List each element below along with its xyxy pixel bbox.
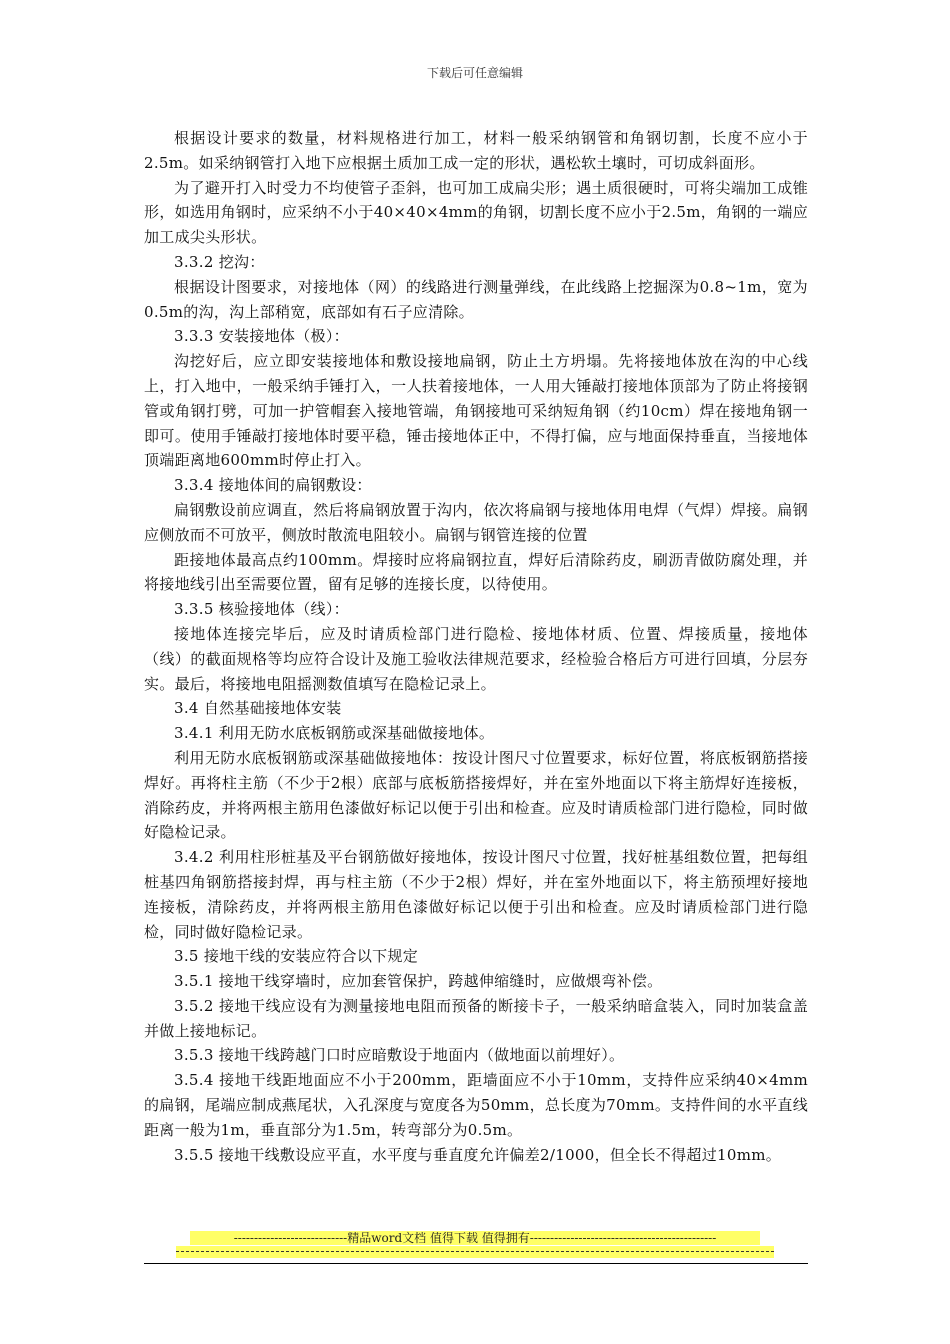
paragraph-3-5-2: 3.5.2 接地干线应设有为测量接地电阻而预备的断接卡子，一般采纳暗盒装入，同时加装盒盖并做上接地标记。 bbox=[144, 996, 808, 1040]
footer-dash-band bbox=[176, 1246, 774, 1258]
paragraph-inspection: 接地体连接完毕后，应及时请质检部门进行隐检、接地体材质、位置、焊接质量，接地体（线）的截面规格等均应符合设计及施工验收法律规范要求，经检验合格后方可进行回填，分层夯实。最后，将接地电阻摇测数值填写在隐检记录上。 bbox=[144, 624, 808, 693]
paragraph-3-5-4: 3.5.4 接地干线距地面应不小于200mm，距墙面应不小于10mm，支持件应采纳40×4mm的扁钢，尾端应制成燕尾状，入孔深度与宽度各为50mm，总长度为70mm。支持件间的水平直线距离一般为1m，垂直部分为1.5m，转弯部分为0.5m。 bbox=[144, 1071, 808, 1139]
heading-3-3-3: 3.3.3 安装接地体（极）： bbox=[174, 327, 349, 346]
paragraph-flat-steel-laying: 扁钢敷设前应调直，然后将扁钢放置于沟内，依次将扁钢与接地体用电焊（气焊）焊接。扁钢应侧放而不可放平，侧放时散流电阻较小。扁钢与钢管连接的位置 bbox=[144, 500, 808, 544]
page-header: 下载后可任意编辑 bbox=[426, 66, 523, 80]
document-body bbox=[144, 126, 808, 1167]
heading-3-5: 3.5 接地干线的安装应符合以下规定 bbox=[174, 947, 419, 966]
heading-3-3-2: 3.3.2 挖沟： bbox=[174, 252, 265, 271]
footer-dash-line bbox=[176, 1251, 774, 1252]
paragraph-3-4-2: 3.4.2 利用柱形桩基及平台钢筋做好接地体，按设计图尺寸位置，找好桩基组数位置，把每组桩基四角钢筋搭接封焊，再与柱主筋（不少于2根）焊好，并在室外地面以下，将主筋预埋好接地连接板，清除药皮，并将两根主筋用色漆做好标记以便于引出和检查。应及时请质检部门进行隐检，同时做好隐检记录。 bbox=[144, 848, 808, 941]
footer-banner: ----------------------------精品word文档 值得下载 值得拥有---------------------------------------------- bbox=[190, 1231, 760, 1245]
paragraph-material-processing: 根据设计要求的数量，材料规格进行加工，材料一般采纳钢管和角钢切割，长度不应小于2.5m。如采纳钢管打入地下应根据土质加工成一定的形状，遇松软土壤时，可切成斜面形。 bbox=[144, 129, 808, 172]
paragraph-flat-steel-welding: 距接地体最高点约100mm。焊接时应将扁钢拉直，焊好后清除药皮，刷沥青做防腐处理，并将接地线引出至需要位置，留有足够的连接长度，以待使用。 bbox=[144, 550, 808, 594]
paragraph-3-5-3: 3.5.3 接地干线跨越门口时应暗敷设于地面内（做地面以前埋好）。 bbox=[174, 1046, 625, 1065]
paragraph-3-5-5: 3.5.5 接地干线敷设应平直，水平度与垂直度允许偏差2/1000，但全长不得超过10mm。 bbox=[174, 1145, 782, 1164]
paragraph-raft-rebar: 利用无防水底板钢筋或深基础做接地体：按设计图尺寸位置要求，标好位置，将底板钢筋搭接焊好。再将柱主筋（不少于2根）底部与底板筋搭接焊好，并在室外地面以下将主筋焊好连接板，消除药皮，并将两根主筋用色漆做好标记以便于引出和检查。应及时请质检部门进行隐检，同时做好隐检记录。 bbox=[144, 748, 808, 842]
paragraph-install-electrode: 沟挖好后，应立即安装接地体和敷设接地扁钢，防止土方坍塌。先将接地体放在沟的中心线上，打入地中，一般采纳手锤打入，一人扶着接地体，一人用大锤敲打接地体顶部为了防止将接钢管或角钢打劈，可加一护管帽套入接地管端，角钢接地可采纳短角钢（约10cm）焊在接地角钢一即可。使用手锤敲打接地体时要平稳，锤击接地体正中，不得打偏，应与地面保持垂直，当接地体顶端距离地600mm时停止打入。 bbox=[144, 352, 808, 470]
heading-3-3-4: 3.3.4 接地体间的扁钢敷设： bbox=[174, 476, 372, 495]
heading-3-3-5: 3.3.5 核验接地体（线）： bbox=[174, 600, 349, 619]
heading-3-4: 3.4 自然基础接地体安装 bbox=[174, 699, 342, 718]
footer-rule bbox=[144, 1263, 808, 1264]
paragraph-3-5-1: 3.5.1 接地干线穿墙时，应加套管保护，跨越伸缩缝时，应做煨弯补偿。 bbox=[174, 972, 663, 991]
paragraph-trench: 根据设计图要求，对接地体（网）的线路进行测量弹线，在此线路上挖掘深为0.8~1m，宽为0.5m的沟，沟上部稍宽，底部如有石子应清除。 bbox=[144, 277, 808, 321]
paragraph-tip-shaping: 为了避开打入时受力不均使管子歪斜，也可加工成扁尖形；遇土质很硬时，可将尖端加工成锥形，如选用角钢时，应采纳不小于40×40×4mm的角钢，切割长度不应小于2.5m，角钢的一端应加工成尖头形状。 bbox=[144, 178, 808, 247]
heading-3-4-1: 3.4.1 利用无防水底板钢筋或深基础做接地体。 bbox=[174, 724, 495, 743]
